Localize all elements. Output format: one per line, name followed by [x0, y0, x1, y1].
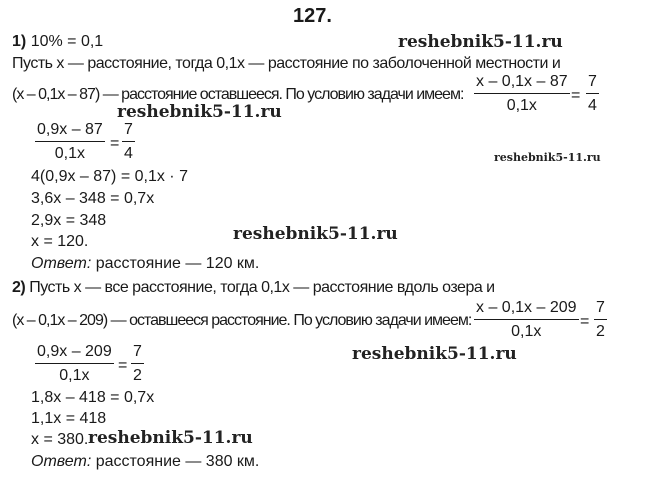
- equals-sign: =: [580, 313, 590, 330]
- percent-conversion: 10% = 0,1: [30, 33, 104, 50]
- part2-line1: [12, 280, 495, 296]
- equals-sign: =: [118, 357, 128, 374]
- watermark: reshebnik5-11.ru: [233, 224, 398, 244]
- fraction-denominator: 2: [133, 367, 142, 384]
- answer-text: расстояние — 120 км.: [95, 255, 260, 272]
- fraction-numerator: 0,9x – 87: [35, 122, 105, 142]
- fraction-denominator: 2: [596, 323, 605, 340]
- watermark: reshebnik5-11.ru: [88, 428, 253, 448]
- part2-step-3: x = 380.: [31, 431, 89, 448]
- equals-sign: =: [110, 135, 120, 152]
- part2-simplified-rhs: [131, 344, 144, 384]
- part1-step-2: 3,6x – 348 = 0,7x: [31, 190, 155, 207]
- fraction-denominator: 0,1x: [506, 97, 537, 114]
- fraction-denominator: 0,1x: [511, 323, 542, 340]
- part2-step-1: 1,8x – 418 = 0,7x: [31, 389, 155, 406]
- fraction-numerator: 7: [131, 344, 144, 364]
- part2-condition: (x – 0,1x – 209) — оставшееся расстояние. По условию задачи имеем:: [12, 312, 472, 329]
- fraction-denominator: 0,1x: [59, 367, 90, 384]
- part2-main-fraction: [474, 300, 579, 340]
- part2-step-2: 1,1x = 418: [31, 410, 107, 427]
- problem-number: 127.: [293, 5, 332, 27]
- part1-condition: (x – 0,1x – 87) — расстояние оставшееся. По условию задачи имеем:: [12, 86, 464, 103]
- watermark: reshebnik5-11.ru: [494, 151, 601, 164]
- fraction-denominator: 4: [588, 97, 597, 114]
- part1-main-fraction: [474, 74, 570, 114]
- part2-statement: Пусть x — все расстояние, тогда 0,1x — расстояние вдоль озера и: [29, 279, 495, 296]
- part1-step-1: 4(0,9x – 87) = 0,1x · 7: [31, 168, 188, 185]
- part2-answer: [31, 454, 259, 470]
- fraction-denominator: 0,1x: [54, 145, 86, 162]
- watermark: reshebnik5-11.ru: [398, 32, 563, 52]
- fraction-numerator: 7: [122, 122, 135, 142]
- fraction-denominator: 4: [124, 145, 133, 162]
- answer-label: Ответ:: [31, 453, 92, 470]
- part1-step-3: 2,9x = 348: [31, 212, 107, 229]
- part2-label: 2): [12, 279, 26, 296]
- part1-label: 1): [12, 33, 27, 50]
- part1-statement: Пусть x — расстояние, тогда 0,1x — расстояние по заболоченной местности и: [12, 55, 561, 72]
- part2-main-rhs: [594, 300, 607, 340]
- fraction-numerator: x – 0,1x – 87: [474, 74, 570, 94]
- part1-answer: [31, 256, 259, 272]
- part1-simplified-fraction: [35, 122, 105, 162]
- part1-line1: [12, 34, 103, 50]
- answer-text: расстояние — 380 км.: [95, 453, 260, 470]
- fraction-numerator: 7: [586, 74, 599, 94]
- answer-label: Ответ:: [31, 255, 92, 272]
- part2-simplified-fraction: [35, 344, 114, 384]
- fraction-numerator: 7: [594, 300, 607, 320]
- watermark: reshebnik5-11.ru: [352, 344, 517, 364]
- fraction-numerator: x – 0,1x – 209: [474, 300, 579, 320]
- part1-step-4: x = 120.: [31, 233, 89, 250]
- equals-sign: =: [571, 87, 581, 104]
- part1-main-rhs: [586, 74, 599, 114]
- watermark: reshebnik5-11.ru: [117, 102, 282, 122]
- part1-simplified-rhs: [122, 122, 135, 162]
- fraction-numerator: 0,9x – 209: [35, 344, 114, 364]
